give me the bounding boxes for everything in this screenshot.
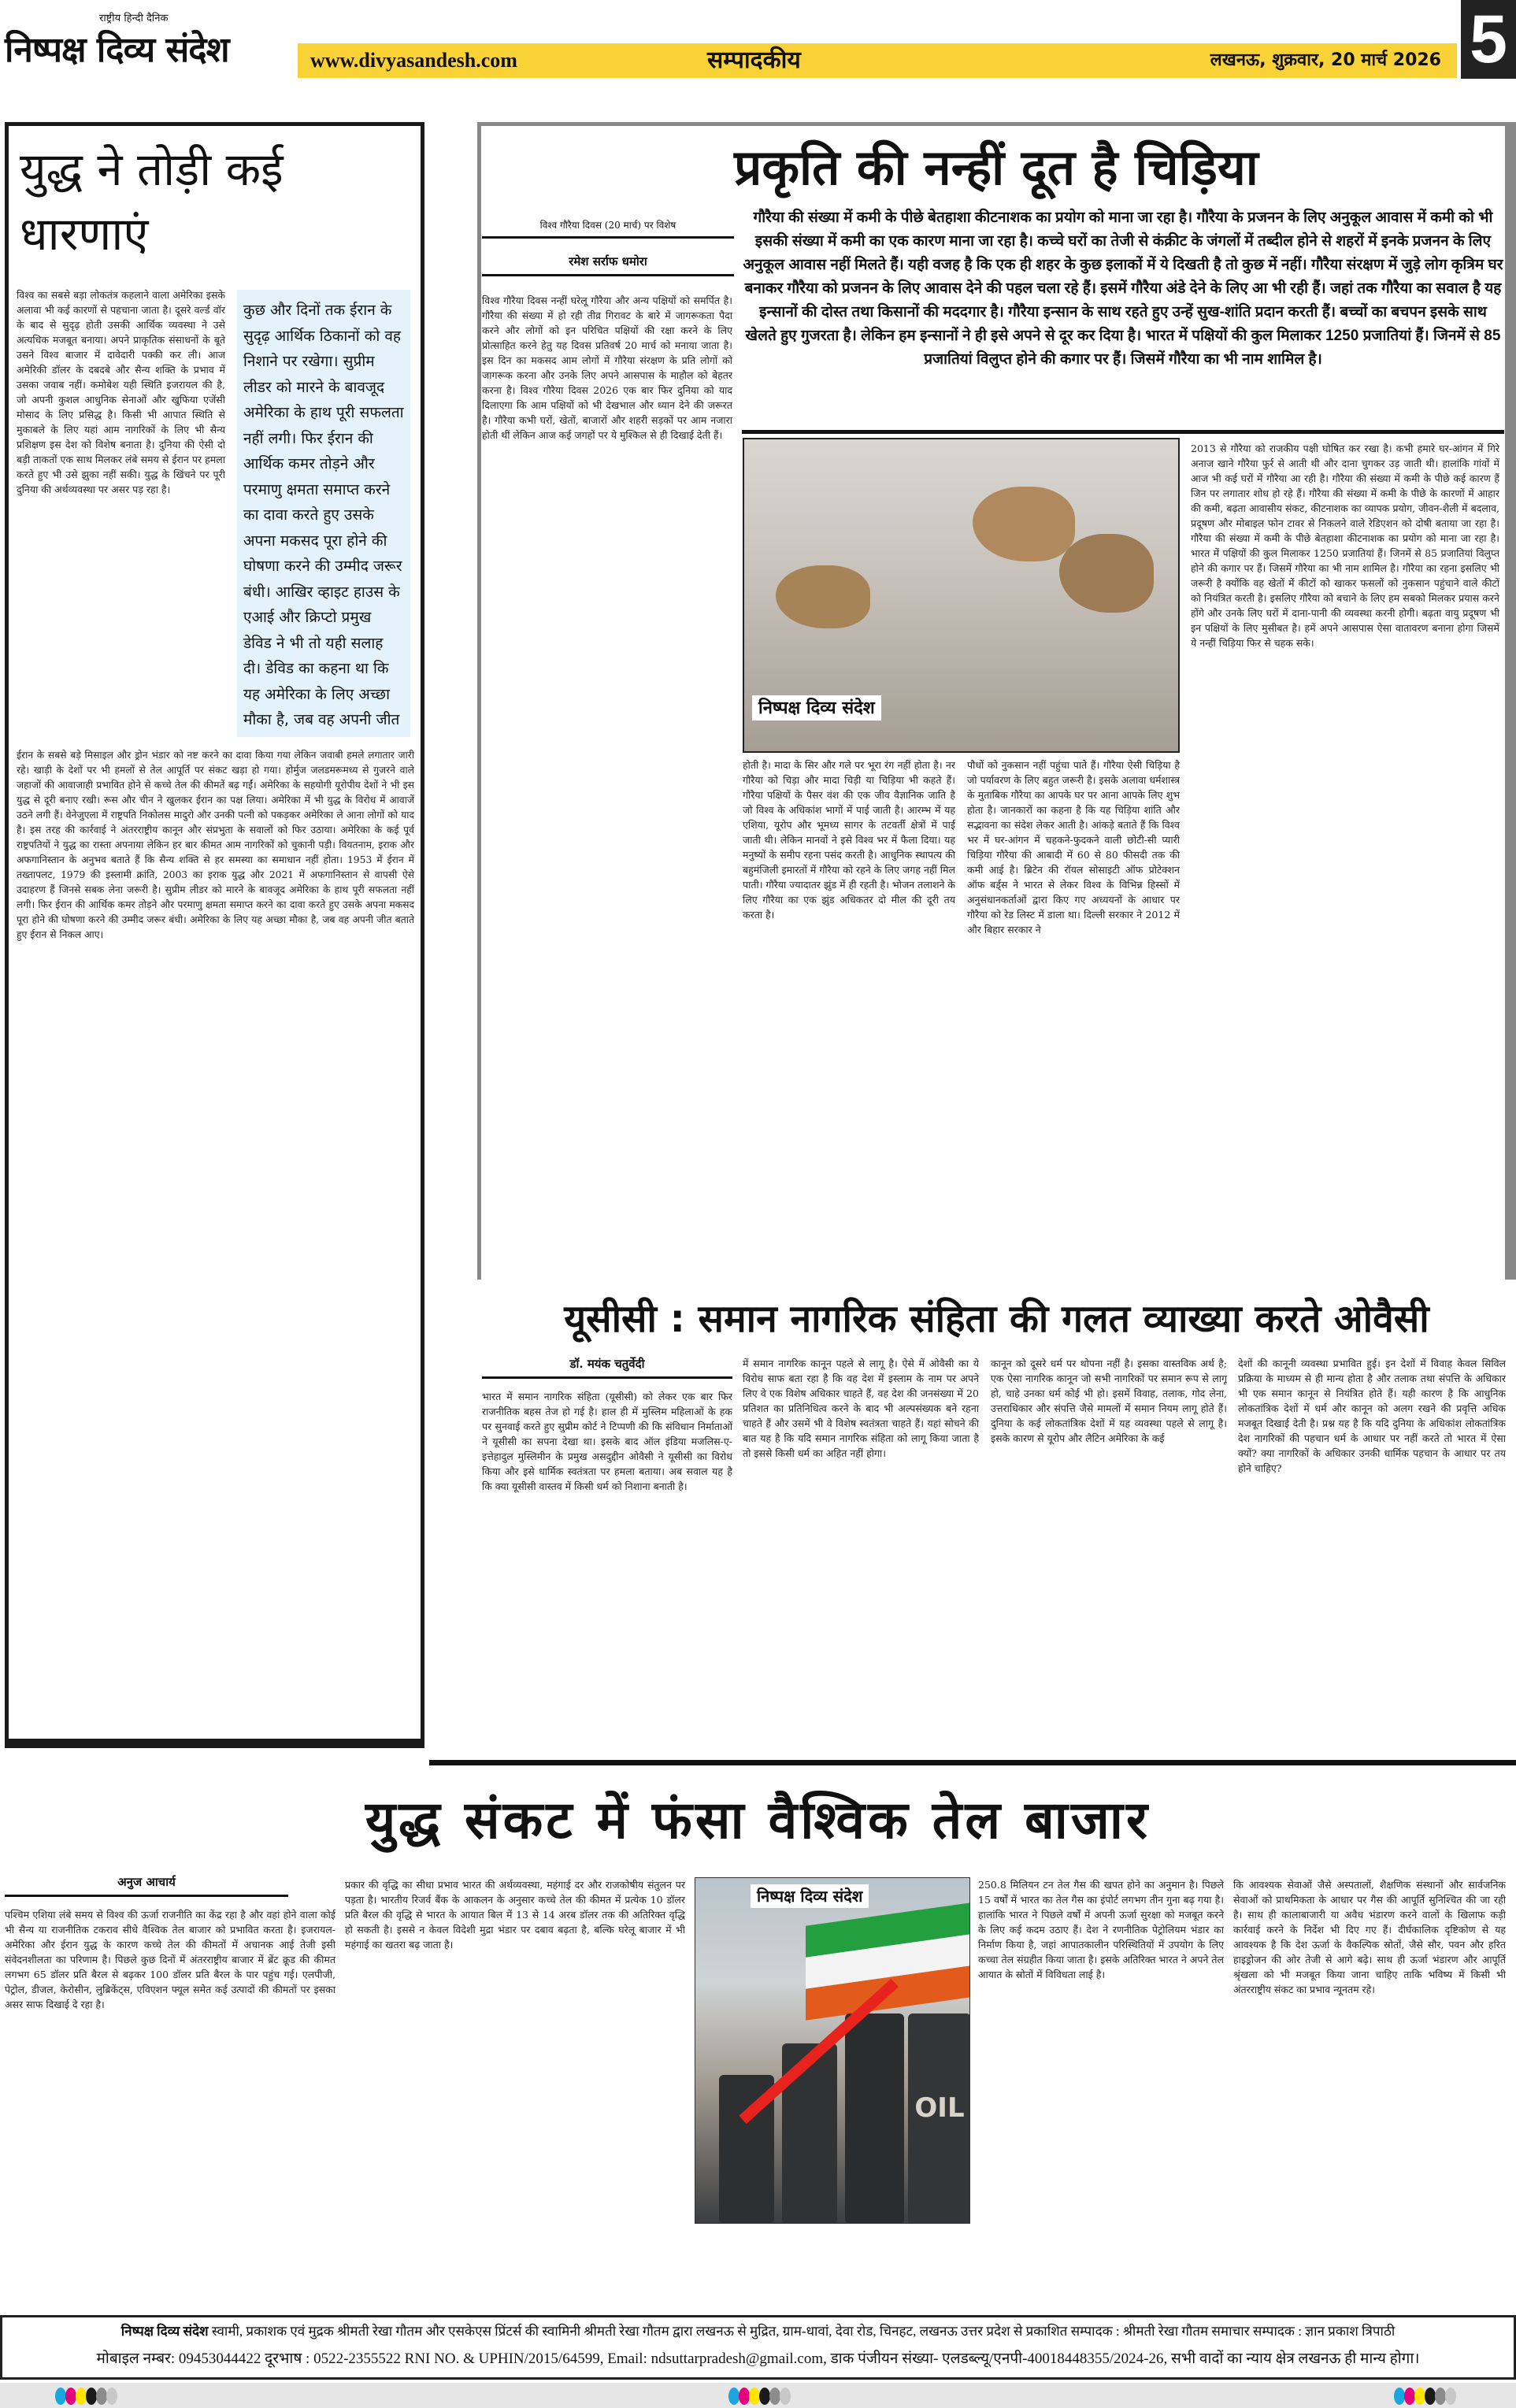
page-number: 5 (1461, 0, 1516, 79)
article-sparrow-byline: रमेश सर्राफ धमोरा (482, 254, 734, 276)
article-ucc-col1: भारत में समान नागरिक संहिता (यूसीसी) को लेकर एक बार फिर राजनीतिक बहस तेज हो गई है। हाल ही में मुस्लिम महिलाओं के हक पर सुनवाई करते हुए सुप्रीम कोर्ट ने टिप्पणी की कि संविधान निर्माताओं ने यूसीसी का सपना देखा था। इसके बाद ऑल इंडिया मजलिस-ए-इत्तेहादुल मुस्लिमीन के प्रमुख असदुद्दीन ओवैसी ने यूसीसी का विरोध किया और इसे धार्मिक स्वतंत्रता पर हमला बताया। अब सवाल यह है कि क्या यूसीसी वास्तव में किसी धर्म को निशाना बनाती है। (482, 1391, 732, 1492)
sparrow-icon (776, 565, 870, 628)
logo-tagline: राष्ट्रीय हिन्दी दैनिक (99, 13, 169, 24)
article-war-box (5, 122, 424, 1748)
website-link[interactable]: www.divyasandesh.com (310, 49, 517, 72)
article-war-col-full: ईरान के सबसे बड़े मिसाइल और ड्रोन भंडार को नष्ट करने का दावा किया गया लेकिन जवाबी हमले लगातार जारी रहे। खाड़ी के देशों पर भी हमलों से तेल आपूर्ति पर संकट खड़ा हो गया। होर्मुज जलडमरूमध्य से गुजरने वाले जहाजों की आवाजाही प्रभावित होने से कच्चे तेल की कीमतें बढ़ गईं। अमेरिका के सहयोगी यूरोपीय देशों ने भी इस युद्ध से दूरी बनाए रखी। रूस और चीन ने खुलकर ईरान का पक्ष लिया। अमेरिका में भी युद्ध के विरोध में आवाजें उठने लगी हैं। वेनेजुएला में राष्ट्रपति निकोलस मादुरो और उनकी पत्नी को पकड़कर अमेरिका ले आना लोगों को याद है। इस तरह की कार्रवाई ने अंतरराष्ट्रीय कानून और संप्रभुता के सवालों को फिर उठाया। अमेरिका के कई पूर्व राष्ट्रपतियों ने युद्ध का रास्ता अपनाया लेकिन हर बार कीमत आम नागरिकों को चुकानी पड़ी। वियतनाम, इराक और अफगानिस्तान के अनुभव बताते हैं कि सैन्य शक्ति से हर समस्या का समाधान नहीं होता। 1953 में ईरान में तख्तापलट, 1979 की इस्लामी क्रांति, 2003 का इराक युद्ध और 2021 में अफगानिस्तान से वापसी ऐसे उदाहरण हैं जिनसे सबक लेना जरूरी है। सुप्रीम लीडर को मारने के बावजूद अमेरिका के हाथ पूरी सफलता नहीं लगी। फिर ईरान की आर्थिक कमर तोड़ने और परमाणु क्षमता समाप्त करने का दावा करते हुए उसके अपना मकसद पूरा होने की घोषणा करने की उम्मीद जरूर बंधी। अमेरिका के लिए यह अच्छा मौका है, जब वह अपनी जीत बताते हुए ईरान से निकल आए। (17, 750, 414, 940)
article-oil-col3: 250.8 मिलियन टन तेल गैस की खपत होने का अनुमान है। पिछले 15 वर्षों में भारत का तेल गैस का इंपोर्ट लगभग तीन गुना बढ़ गया है। हालांकि भारत ने पिछले वर्षों में अपनी ऊर्जा सुरक्षा को मजबूत करने के लिए कई कदम उठाए हैं। देश ने रणनीतिक पेट्रोलियम भंडार का निर्माण किया है, जहां आपातकालीन परिस्थितियों में उपयोग के लिए कच्चा तेल संग्रहीत किया जाता है। इसके अतिरिक्त भारत ने अपने तेल आयात के स्रोतों में विविधता लाई है। (978, 1879, 1224, 1980)
registration-dot (65, 2388, 76, 2405)
article-sparrow-intro: गौरैया की संख्या में कमी के पीछे बेतहाशा कीटनाशक का प्रयोग को माना जा रहा है। गौरैया के प्रजनन के लिए अनुकूल आवास में कमी को भी इसकी संख्या में कमी का एक कारण माना जा रहा है। कच्चे घरों का तेजी से कंक्रीट के जंगलों में तब्दील होने से शहरों में इनके प्रजनन के लिए अनुकूल आवास नहीं मिलते हैं। यही वजह है कि एक ही शहर के कुछ इलाकों में ये दिखती है तो कुछ में नहीं। गौरैया संरक्षण में जुड़े लोग कृत्रिम घर बनाकर गौरैया को प्रजनन के लिए आवास देने की पहल चला रहे हैं। इसमें गौरैया अंडे देने के लिए आ भी रही हैं। जहां तक गौरैया का सवाल है यह इन्सानों की दोस्त तथा किसानों की मददगार है। गौरैया इन्सान के साथ रहते हुए उन्हें सुख-शांति प्रदान करती हैं। बच्चों का बचपन इसके साथ खेलते हुए गुजरता है। लेकिन हम इन्सानों ने ही इसे अपने से दूर कर दिया है। भारत में पक्षियों की कुल मिलाकर 1250 प्रजातियां हैं। जिनमें से 85 प्रजातियां विलुप्त होने की कगार पर हैं। जिसमें गौरैया का भी नाम शामिल है। (743, 209, 1503, 368)
article-ucc-col3: कानून को दूसरे धर्म पर थोपना नहीं है। इसका वास्तविक अर्थ है; एक ऐसा नागरिक कानून जो सभी नागरिकों पर समान रूप से लागू हो, चाहे उनका धर्म कोई भी हो। इसमें विवाह, तलाक, गोद लेना, उत्तराधिकार और संपत्ति जैसे मामलों में समान नियम लागू होते हैं। दुनिया के कई लोकतांत्रिक देशों में यह व्यवस्था पहले से लागू है। इसके कारण से यूरोप और लैटिन अमेरिका के कई (991, 1358, 1227, 1444)
registration-dot (1445, 2388, 1456, 2405)
article-ucc-col2: में समान नागरिक कानून पहले से लागू है। ऐसे में ओवैसी का ये विरोध साफ बता रहा है कि वह देश में इस्लाम के नाम पर अपने लिए वे एक विशेष अधिकार चाहते हैं, वह देश की जनसंख्या में 20 प्रतिशत का प्रतिनिधित्व करने के बाद भी अल्पसंख्यक बने रहना चाहते हैं और उसमें भी वे विशेष स्वतंत्रता चाहते हैं। यहां सोचने की बात यह है कि यदि समान नागरिक संहिता को लागू किया जाता है तो इससे किसी धर्म का अहित नहीं होगा। (743, 1358, 979, 1459)
imprint-line-1 (2, 2322, 1514, 2341)
article-oil-byline: अनुज आचार्य (5, 1874, 288, 1897)
registration-dot (1435, 2388, 1446, 2405)
imprint-line-2: मोबाइल नम्बर: 09453044422 दूरभाष : 0522-2355522 RNI NO. & UPHIN/2015/64599, Email: ndsuttarpradesh@gmail.com, डाक पंजीयन संख्या- एलडब्ल्यू/एनपी-40018448355/2024-26, सभी वादों का न्याय क्षेत्र लखनऊ ही मान्य होगा। (96, 2351, 1420, 2367)
sparrow-icon (973, 487, 1075, 561)
article-oil-col1: पश्चिम एशिया लंबे समय से विश्व की ऊर्जा राजनीति का केंद्र रहा है और वहां होने वाला कोई भी सैन्य या राजनीतिक टकराव सीधे वैश्विक तेल बाजार को प्रभावित करता है। इजरायल-अमेरिका और ईरान युद्ध के कारण कच्चे तेल की कीमतों में अचानक आई तेजी इसी संवेदनशीलता का परिणाम है। पिछले कुछ दिनों में अंतरराष्ट्रीय बाजार में ब्रेंट क्रूड की कीमत लगभग 65 डॉलर प्रति बैरल से बढ़कर 100 डॉलर प्रति बैरल के पार पहुंच गई। एलपीजी, पेट्रोल, डीजल, केरोसीन, लुब्रिकेंट्स, एविएशन फ्यूल समेत कई उत्पादों की कीमतों पर इसका असर साफ दिखाई दे रहा है। (5, 1909, 335, 2010)
article-oil-headline: युद्ध संकट में फंसा वैश्विक तेल बाजार (365, 1790, 1151, 1850)
article-war-pull-quote: कुछ और दिनों तक ईरान के सुदृढ़ आर्थिक ठिकानों को वह निशाने पर रखेगा। सुप्रीम लीडर को मारने के बावजूद अमेरिका के हाथ पूरी सफलता नहीं लगी। फिर ईरान की आर्थिक कमर तोड़ने और परमाणु क्षमता समाप्त करने का दावा करते हुए उसके अपना मकसद पूरा होने की घोषणा करने की उम्मीद जरूर बंधी। आखिर व्हाइट हाउस के एआई और क्रिप्टो प्रमुख डेविड ने भी तो यही सलाह दी। डेविड का कहना था कि यह अमेरिका के लिए अच्छा मौका है, जब वह अपनी जीत (237, 290, 410, 737)
registration-dot (780, 2388, 791, 2405)
article-ucc-col4: देशों की कानूनी व्यवस्था प्रभावित हुई। इन देशों में विवाह केवल सिविल प्रक्रिया के माध्यम से ही मान्य होता है और तलाक तथा संपत्ति के अधिकार भी एक समान कानून से नियंत्रित होते हैं। यही कारण है कि आधुनिक लोकतांत्रिक देशों में धर्म और कानून को अलग रखने की प्रवृत्ति अधिक मजबूत दिखाई देती है। प्रश्न यह है कि यदि दुनिया के अधिकांश लोकतांत्रिक देश नागरिकों की पहचान धर्म के आधार पर नहीं करते तो भारत में ऐसा क्यों? क्या नागरिकों के अधिकार उनकी धार्मिक पहचान के आधार पर तय होने चाहिए? (1238, 1358, 1506, 1474)
article-sparrow-col4: 2013 से गौरैया को राजकीय पक्षी घोषित कर रखा है। कभी हमारे घर-आंगन में गिरे अनाज खाने गौरैया फुर्र से आती थी और दाना चुगकर उड़ जाती थी। हालांकि गांवों में आज भी कई घरों में गौरैया आ रही है। गौरैया की संख्या में कमी के पीछे कई कारण हैं जिन पर लगातार शोध हो रहे हैं। गौरैया की संख्या में कमी के पीछे के कारणों में आहार की कमी, बढ़ता आवासीय संकट, कीटनाशक का व्यापक प्रयोग, जीवन-शैली में बदलाव, प्रदूषण और मोबाइल फोन टावर से निकलने वाले रेडिएशन को दोषी बताया जा रहा है। गौरैया की संख्या में कमी के पीछे बेतहाशा कीटनाशक का प्रयोग को माना जा रहा है। भारत में पक्षियों की कुल मिलाकर 1250 प्रजातियां हैं। जिनमें से 85 प्रजातियां विलुप्त होने की कगार पर हैं। जिसमें गौरैया का भी नाम शामिल है। गौरैया का रहना इसलिए भी जरूरी है क्योंकि वह खेतों में कीटों को खाकर फसलों को नुकसान पहुंचाने वाले कीटों को नियंत्रित करती है। इसलिए गौरैया को बचाने के लिए हम सबको मिलकर प्रयास करने होंगे और उनके लिए घरों में दाना-पानी की व्यवस्था करनी होगी। बढ़ता वायु प्रदूषण भी इन पक्षियों के लिए मुसीबत है। हमें अपने आसपास ऐसा वातावरण बनाना होगा जिसमें ये नन्हीं चिड़िया फिर से चहक सके। (1191, 443, 1499, 649)
section-title: सम्पादकीय (707, 46, 801, 74)
registration-dot (1414, 2388, 1425, 2405)
registration-dot (106, 2388, 117, 2405)
registration-marks-bar (0, 2383, 1516, 2408)
article-sparrow-col1: विश्व गौरैया दिवस नन्हीं घरेलू गौरैया और अन्य पक्षियों को समर्पित है। गौरैया की संख्या में हो रही तीव्र गिरावट के बारे में जागरूकता पैदा करने और लोगों को इन परिचित पक्षियों की रक्षा करने के लिए प्रोत्साहित करने हेतु यह दिवस प्रतिवर्ष 20 मार्च को मनाया जाता है। इस दिन का मकसद आम लोगों में गौरैया संरक्षण के प्रति लोगों को जागरूक करना और उनके लिए अपने आसपास के माहौल को बेहतर करना है। विश्व गौरैया दिवस 2026 एक बार फिर दुनिया को याद दिलाएगा कि आम पक्षियों को भी देखभाल और ध्यान देने की जरूरत है। गौरैया कभी घरों, खेतों, बाजारों और शहरी सड़कों पर आम नजारा होती थीं लेकिन आज कई जगहों पर ये मुश्किल से ही दिखाई देती हैं। (482, 295, 732, 441)
article-oil-col4: कि आवश्यक सेवाओं जैसे अस्पतालों, शैक्षणिक संस्थानों और सार्वजनिक सेवाओं को प्राथमिकता के आधार पर गैस की आपूर्ति सुनिश्चित की जा रही है। साथ ही कालाबाजारी या अवैध भंडारण करने वालों के खिलाफ कड़ी कार्रवाई करने के निर्देश भी दिए गए हैं। दीर्घकालिक दृष्टिकोण से यह आवश्यक है कि देश ऊर्जा के वैकल्पिक स्रोतों, जैसे सौर, पवन और हरित हाइड्रोजन की ओर तेजी से आगे बढ़े। साथ ही ऊर्जा भंडारण और आपूर्ति श्रृंखला को भी मजबूत किया जाना चाहिए ताकि भविष्य में किसी भी अंतरराष्ट्रीय संकट का प्रभाव न्यूनतम रहे। (1233, 1879, 1506, 1995)
registration-dot (86, 2388, 97, 2405)
registration-dot (739, 2388, 750, 2405)
logo-name: निष्पक्ष दिव्य संदेश (5, 30, 229, 70)
photo-watermark: निष्पक्ष दिव्य संदेश (752, 695, 881, 721)
article-sparrow-col3: पौधों को नुकसान नहीं पहुंचा पाते हैं। गौरैया ऐसी चिड़िया है जो पर्यावरण के लिए बहुत जरूरी है। इसके अलावा धर्मशास्त्र के मुताबिक गौरैया का आपके घर पर आना आपके लिए शुभ होता है। जानकारों का कहना है कि यह चिड़िया शांति और सद्भावना का संदेश लेकर आती है। आंकड़े बताते हैं कि विश्व भर में घर-आंगन में चहकने-फुदकने वाली छोटी-सी प्यारी चिड़िया गौरैया की आबादी में 60 से 80 फीसदी तक की कमी आई है। ब्रिटेन की रॉयल सोसाइटी ऑफ प्रोटेक्शन ऑफ बर्ड्स ने भारत से लेकर विश्व के विभिन्न हिस्सों में अनुसंधानकर्ताओं द्वारा किए गए अध्ययनों के आधार पर गौरैया को रेड लिस्ट में डाला था। दिल्ली सरकार ने 2012 में और बिहार सरकार ने (967, 759, 1180, 935)
divider (429, 1760, 1516, 1765)
section-bar (298, 43, 1457, 78)
registration-dot (55, 2388, 66, 2405)
registration-dot (1394, 2388, 1405, 2405)
barrel-icon (845, 2013, 904, 2224)
barrel-label: OIL (908, 2013, 970, 2224)
registration-dot (76, 2388, 87, 2405)
sparrow-photo (743, 438, 1180, 753)
registration-dot (1425, 2388, 1436, 2405)
article-war-headline: युद्ध ने तोड़ी कई धारणाएं (20, 143, 284, 261)
imprint-footer (0, 2315, 1516, 2380)
article-war-col1: विश्व का सबसे बड़ा लोकतंत्र कहलाने वाला अमेरिका इसके अलावा भी कई कारणों से पहचाना जाता है। दूसरे वर्ल्ड वॉर के बाद से सुदृढ़ होती उसकी आर्थिक व्यवस्था ने उसे अत्यधिक मजबूत बनाया। अपने प्राकृतिक संसाधनों के बूते उसने विश्व बाजार में दावेदारी पक्की कर ली। आज अमेरिकी डॉलर के दबदबे और सैन्य शक्ति के प्रभाव में उसका जवाब नहीं। कमोबेश यही स्थिति इजरायल की है, जो अपनी कुशल आधुनिक सेनाओं और खुफिया एजेंसी मोसाद के लिए प्रसिद्ध है। किसी भी आपात स्थिति से मुकाबले के लिए यहां आम नागरिकों के लिए भी सैन्य प्रशिक्षण इस देश को विशेष बनाता है। दुनिया की ऐसी दो बड़ी ताकतों एक साथ मिलकर लंबे समय से ईरान पर हमला करते हुए भी उसे झुका नहीं सकी। युद्ध के खिंचने पर पूरी दुनिया की अर्थव्यवस्था पर असर पड़ रहा है। (17, 289, 225, 495)
photo-watermark: निष्पक्ष दिव्य संदेश (751, 1884, 869, 1908)
article-ucc-byline: डॉ. मयंक चतुर्वेदी (482, 1356, 732, 1379)
masthead (0, 0, 1516, 79)
registration-dot (769, 2388, 780, 2405)
article-sparrow-headline: प्रकृति की नन्हीं दूत है चिड़िया (734, 139, 1258, 196)
article-oil-col2: प्रकार की वृद्धि का सीधा प्रभाव भारत की अर्थव्यवस्था, महंगाई दर और राजकोषीय संतुलन पर पड़ता है। भारतीय रिजर्व बैंक के आकलन के अनुसार कच्चे तेल की कीमत में प्रत्येक 10 डॉलर प्रति बैरल की वृद्धि से भारत के आयात बिल में 13 से 14 अरब डॉलर तक की अतिरिक्त वृद्धि हो सकती है। इससे न केवल विदेशी मुद्रा भंडार पर दबाव बढ़ता है, बल्कि घरेलू बाजार में भी महंगाई का खतरा बढ़ जाता है। (345, 1879, 685, 1950)
sparrow-icon (1059, 534, 1154, 613)
registration-dot (96, 2388, 107, 2405)
article-sparrow-col2: होती है। मादा के सिर और गले पर भूरा रंग नहीं होता है। नर गौरैया को चिड़ा और मादा चिड़ी या चिड़िया भी कहते हैं। गौरैया पक्षियों के पैसर वंश की एक जीव वैज्ञानिक जाति है जो विश्व के अधिकांश भागों में पाई जाती है। आरम्भ में यह एशिया, यूरोप और भूमध्य सागर के तटवर्ती क्षेत्रों में पाई जाती थी। लेकिन मानवों ने इसे विश्व भर में फैला दिया। यह मनुष्यों के समीप रहना पसंद करती है। आधुनिक स्थापत्य की बहुमंजिली इमारतों में गौरैया को रहने के लिए जगह नहीं मिल पाती। गौरैया ज्यादातर झुंड में ही रहती है। भोजन तलाशने के लिए गौरैया का एक झुंड अधिकतर दो मील की दूरी तय करता है। (743, 759, 955, 921)
divider (742, 430, 1504, 434)
registration-dot (728, 2388, 739, 2405)
dateline: लखनऊ, शुक्रवार, 20 मार्च 2026 (1210, 50, 1441, 70)
newspaper-logo[interactable] (5, 9, 296, 72)
registration-dot (759, 2388, 770, 2405)
imprint-paper-name: निष्पक्ष दिव्य संदेश (120, 2324, 209, 2339)
oil-photo (695, 1877, 970, 2224)
registration-dot (749, 2388, 760, 2405)
imprint-publisher-text: स्वामी, प्रकाशक एवं मुद्रक श्रीमती रेखा गौतम और एसकेएस प्रिंटर्स की स्वामिनी श्रीमती रेखा गौतम द्वारा लखनऊ से मुद्रित, ग्राम-धावां, देवा रोड, चिनहट, लखनऊ उत्तर प्रदेश से प्रकाशित सम्पादक : श्रीमती रेखा गौतम समाचार सम्पादक : ज्ञान प्रकाश त्रिपाठी (211, 2324, 1396, 2339)
registration-dot (1404, 2388, 1415, 2405)
article-sparrow-kicker: विश्व गौरैया दिवस (20 मार्च) पर विशेष (482, 219, 734, 239)
article-ucc-headline: यूसीसी : समान नागरिक संहिता की गलत व्याख्या करते ओवैसी (564, 1297, 1429, 1341)
